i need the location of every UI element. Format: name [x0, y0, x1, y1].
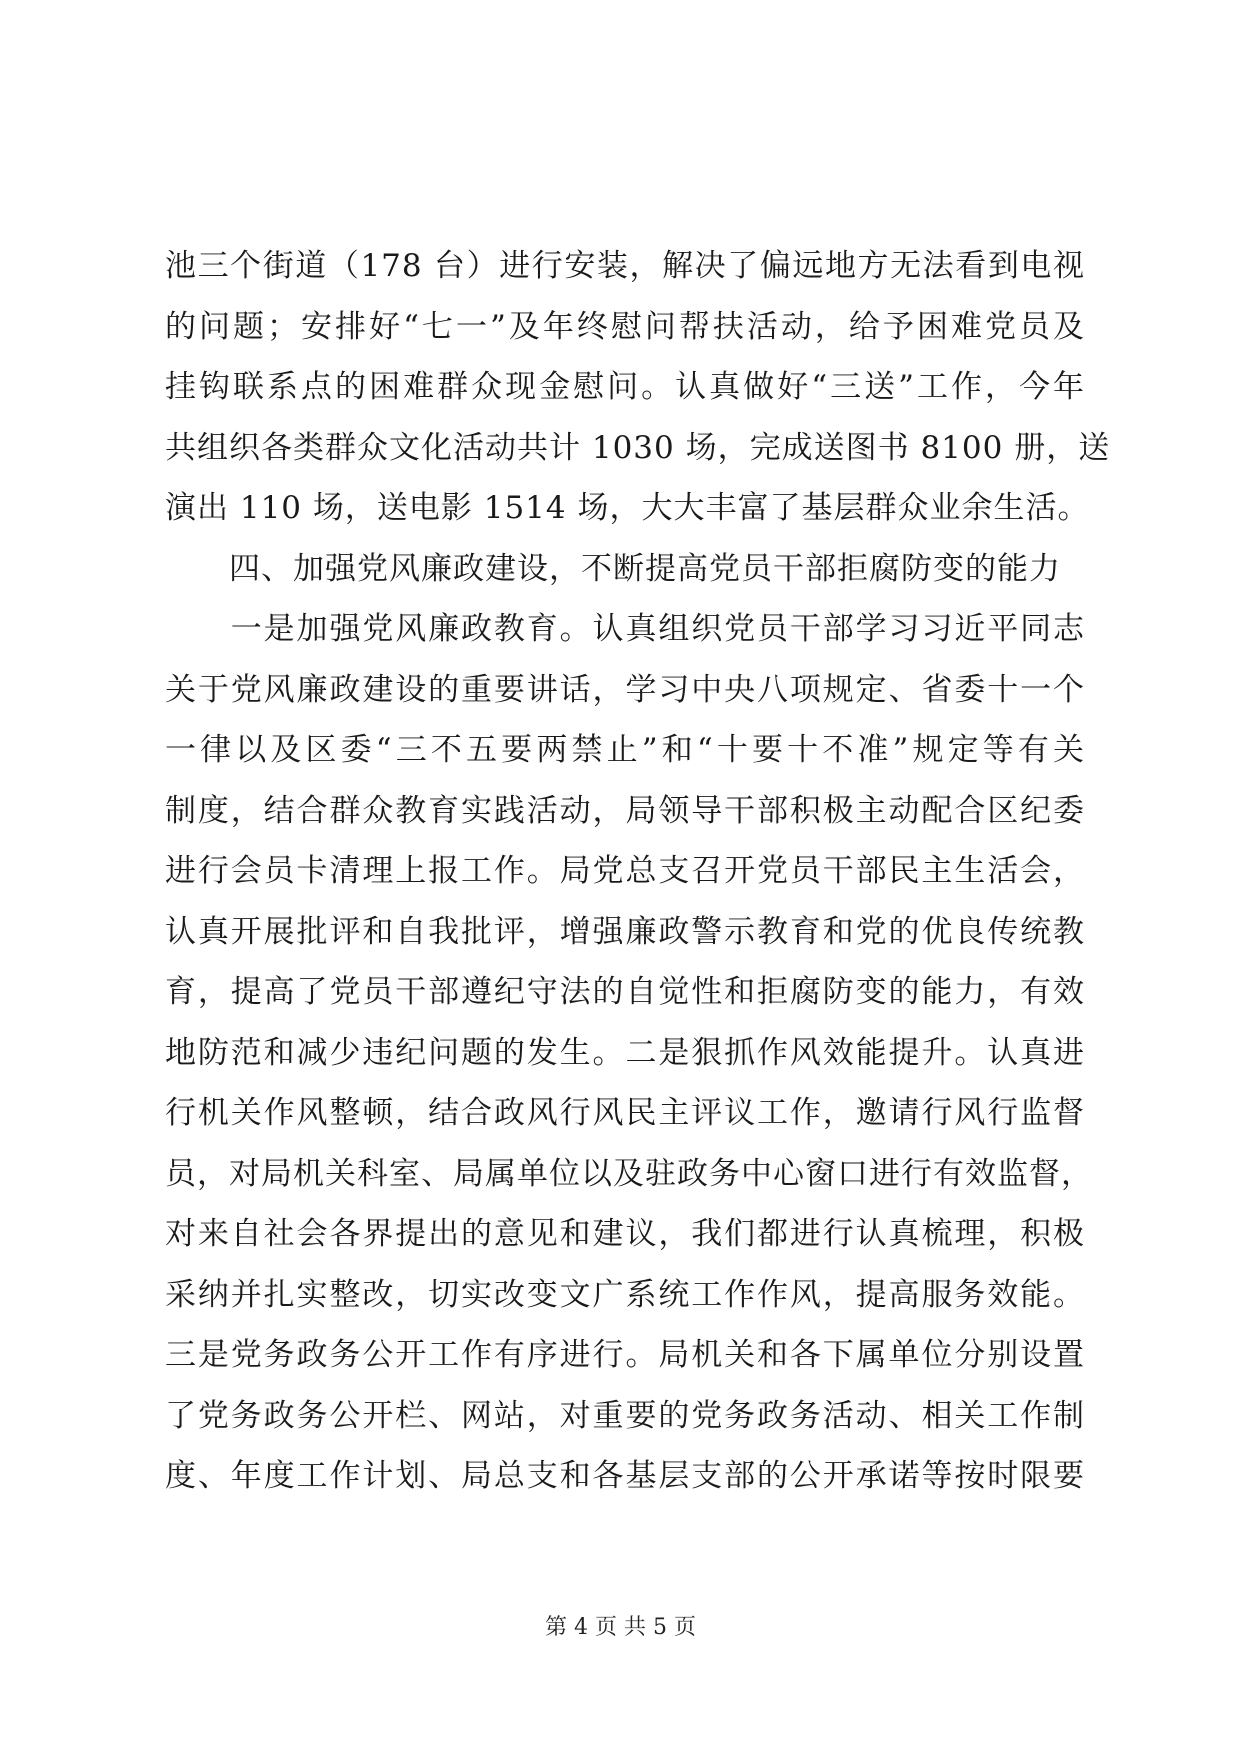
text-line: 了党务政务公开栏、网站，对重要的党务政务活动、相关工作制 — [165, 1397, 1085, 1434]
section-heading: 四、加强党风廉政建设，不断提高党员干部拒腐防变的能力 — [165, 550, 1061, 587]
text-line: 地防范和减少违纪问题的发生。二是狠抓作风效能提升。认真进 — [165, 1034, 1085, 1071]
text-line: 三是党务政务公开工作有序进行。局机关和各下属单位分别设置 — [165, 1337, 1085, 1373]
text-line: 挂钩联系点的困难群众现金慰问。认真做好“三送”工作，今年 — [165, 369, 1085, 405]
text-line: 制度，结合群众教育实践活动，局领导干部积极主动配合区纪委 — [165, 792, 1085, 829]
text-line: 进行会员卡清理上报工作。局党总支召开党员干部民主生活会， — [165, 853, 1085, 889]
text-line: 对来自社会各界提出的意见和建议，我们都进行认真梳理，积极 — [165, 1216, 1085, 1252]
text-line: 演出 110 场，送电影 1514 场，大大丰富了基层群众业余生活。 — [165, 490, 1090, 526]
text-line: 育，提高了党员干部遵纪守法的自觉性和拒腐防变的能力，有效 — [165, 974, 1085, 1010]
text-line: 共组织各类群众文化活动共计 1030 场，完成送图书 8100 册，送 — [165, 429, 1111, 466]
text-line: 池三个街道（178 台）进行安装，解决了偏远地方无法看到电视 — [165, 248, 1085, 284]
text-line: 采纳并扎实整改，切实改变文广系统工作作风，提高服务效能。 — [165, 1276, 1085, 1313]
text-line: 度、年度工作计划、局总支和各基层支部的公开承诺等按时限要 — [165, 1458, 1085, 1494]
page-number-footer: 第 4 页 共 5 页 — [545, 1615, 696, 1640]
text-line: 一律以及区委“三不五要两禁止”和“十要十不准”规定等有关 — [165, 732, 1085, 768]
text-line: 一是加强党风廉政教育。认真组织党员干部学习习近平同志 — [165, 611, 1085, 647]
body-text — [165, 236, 1111, 1507]
text-line: 员，对局机关科室、局属单位以及驻政务中心窗口进行有效监督， — [165, 1155, 1093, 1192]
text-line: 的问题；安排好“七一”及年终慰问帮扶活动，给予困难党员及 — [165, 308, 1085, 345]
text-line: 认真开展批评和自我批评，增强廉政警示教育和党的优良传统教 — [165, 913, 1085, 950]
text-line: 关于党风廉政建设的重要讲话，学习中央八项规定、省委十一个 — [165, 671, 1085, 708]
text-line: 行机关作风整顿，结合政风行风民主评议工作，邀请行风行监督 — [165, 1095, 1085, 1131]
